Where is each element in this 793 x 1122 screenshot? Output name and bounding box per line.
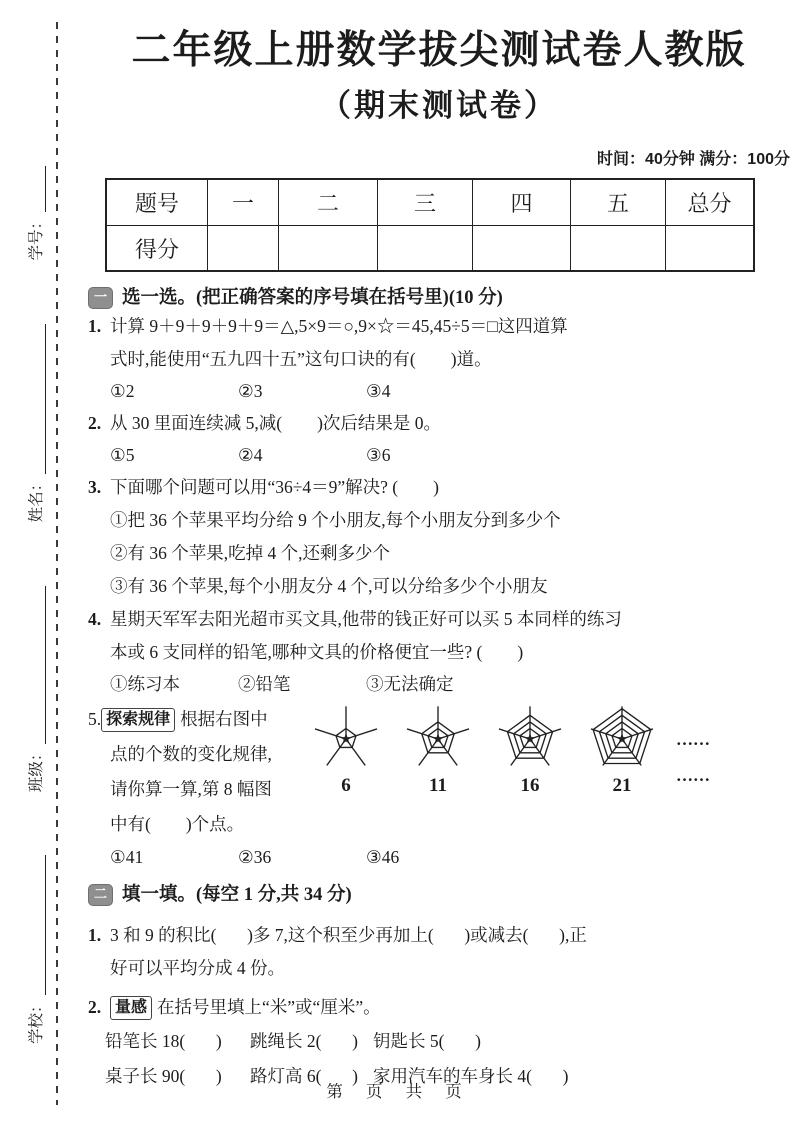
question-text: 下面哪个问题可以用“36÷4＝9”解决? ( ) bbox=[110, 477, 439, 497]
page-subtitle: （期末测试卷） bbox=[320, 88, 558, 123]
option: ③6 bbox=[366, 445, 391, 465]
section-one-header bbox=[88, 286, 790, 310]
question-text: 请你算一算,第 8 幅图 bbox=[110, 779, 272, 799]
unit-fill-item: 路灯高 6( ) bbox=[250, 1066, 358, 1086]
web-point-count-label: 6 bbox=[341, 775, 351, 796]
question-text: 好可以平均分成 4 份。 bbox=[110, 958, 285, 978]
score-cell-empty bbox=[279, 226, 378, 272]
option: ①5 bbox=[110, 445, 135, 465]
score-table-header-row bbox=[106, 179, 754, 226]
sidebar-field-school bbox=[24, 855, 46, 1044]
question-2 bbox=[88, 407, 790, 471]
page-footer: 第 页 共 页 bbox=[326, 1082, 467, 1101]
question-text: 中有( )个点。 bbox=[110, 814, 245, 834]
question-text: 点的个数的变化规律, bbox=[110, 744, 272, 764]
sidebar-field-blank-line bbox=[27, 855, 46, 995]
option: ③4 bbox=[366, 381, 391, 401]
option: ②3 bbox=[238, 381, 263, 401]
quantity-sense-badge: 量感 bbox=[110, 996, 152, 1020]
fill-question-1 bbox=[88, 919, 790, 985]
score-row-label: 得分 bbox=[106, 226, 208, 272]
unit-fill-item: 钥匙长 5( ) bbox=[373, 1031, 481, 1051]
sidebar-field-student-number bbox=[24, 166, 46, 261]
option: ②铅笔 bbox=[238, 674, 291, 694]
sidebar-field-label: 班级： bbox=[28, 745, 45, 793]
exam-time-and-score-meta: 时间：40分钟 满分：100分 bbox=[597, 151, 790, 168]
unit-fill-item: 跳绳长 2( ) bbox=[250, 1031, 358, 1051]
spider-web-figure bbox=[398, 704, 478, 779]
option: ③46 bbox=[366, 847, 400, 867]
score-table-header-cell: 总分 bbox=[666, 179, 755, 226]
ellipsis-bottom: …… bbox=[676, 766, 710, 785]
score-table-header-cell: 题号 bbox=[106, 179, 208, 226]
question-3 bbox=[88, 471, 790, 603]
unit-fill-item: 家用汽车的车身长 4( ) bbox=[373, 1066, 569, 1086]
ellipsis-top: …… bbox=[676, 730, 710, 749]
option-row bbox=[88, 669, 790, 700]
question-text: 在括号里填上“米”或“厘米”。 bbox=[157, 997, 381, 1017]
spider-web-figure bbox=[306, 704, 386, 779]
score-cell-empty bbox=[473, 226, 571, 272]
sidebar-field-name bbox=[24, 324, 46, 523]
question-number: 2. bbox=[88, 413, 102, 433]
web-point-count-label: 16 bbox=[520, 775, 540, 796]
question-text: 根据右图中 bbox=[180, 709, 268, 729]
score-table-header-cell: 五 bbox=[571, 179, 666, 226]
web-point-count-label: 21 bbox=[612, 775, 632, 796]
web-cell bbox=[300, 704, 392, 797]
option: ③无法确定 bbox=[366, 674, 454, 694]
option: ②4 bbox=[238, 445, 263, 465]
sidebar-field-blank-line bbox=[27, 324, 46, 474]
unit-fill-row bbox=[88, 1024, 790, 1059]
question-text: 本或 6 支同样的铅笔,哪种文具的价格便宜一些? ( ) bbox=[110, 642, 524, 662]
score-cell-empty bbox=[378, 226, 473, 272]
score-table-header-cell: 四 bbox=[473, 179, 571, 226]
section-two-icon: 二 bbox=[88, 884, 113, 906]
unit-fill-item: 铅笔长 18( ) bbox=[105, 1031, 222, 1051]
question-number: 3. bbox=[88, 477, 102, 497]
web-cell bbox=[392, 704, 484, 797]
question-number: 4. bbox=[88, 609, 102, 629]
option: ①2 bbox=[110, 381, 135, 401]
section-two-header bbox=[88, 883, 790, 907]
page-title: 二年级上册数学拔尖测试卷人教版 bbox=[131, 29, 747, 72]
option: ①练习本 bbox=[110, 674, 180, 694]
sidebar-field-blank-line bbox=[27, 586, 46, 744]
option-row bbox=[88, 440, 790, 471]
question-text: 式时,能使用“五九四十五”这句口诀的有( )道。 bbox=[110, 349, 492, 369]
option-line: ①把 36 个苹果平均分给 9 个小朋友,每个小朋友分到多少个 bbox=[110, 510, 561, 530]
sidebar-field-label: 学校： bbox=[28, 997, 45, 1044]
sidebar-field-label: 姓名： bbox=[28, 475, 45, 523]
option: ②36 bbox=[238, 847, 272, 867]
option-line: ③有 36 个苹果,每个小朋友分 4 个,可以分给多少个小朋友 bbox=[110, 576, 548, 596]
continuation-ellipsis bbox=[676, 704, 710, 786]
spider-web-figure bbox=[490, 704, 570, 779]
web-cell bbox=[576, 704, 668, 797]
score-table-header-cell: 一 bbox=[208, 179, 279, 226]
score-table bbox=[105, 178, 755, 272]
option-row bbox=[88, 376, 790, 407]
student-info-sidebar bbox=[16, 166, 46, 1044]
score-table-header-cell: 三 bbox=[378, 179, 473, 226]
spider-web-figure bbox=[582, 704, 662, 779]
spider-web-sequence-figure bbox=[300, 702, 710, 842]
question-number: 2. bbox=[88, 997, 102, 1017]
question-4 bbox=[88, 603, 790, 700]
score-cell-empty bbox=[571, 226, 666, 272]
seal-dashed-line bbox=[56, 22, 58, 1105]
score-table-score-row bbox=[106, 226, 754, 272]
explore-pattern-badge: 探索规律 bbox=[101, 708, 175, 732]
sidebar-field-label: 学号： bbox=[28, 214, 45, 261]
question-number: 1. bbox=[88, 925, 102, 945]
score-table-header-cell: 二 bbox=[279, 179, 378, 226]
question-5 bbox=[88, 702, 790, 873]
section-one-title: 选一选。(把正确答案的序号填在括号里)(10 分) bbox=[122, 288, 503, 308]
option-row bbox=[88, 842, 790, 873]
unit-fill-item: 桌子长 90( ) bbox=[105, 1066, 222, 1086]
section-one-icon: 一 bbox=[88, 287, 113, 309]
question-1 bbox=[88, 310, 790, 407]
test-paper-page bbox=[88, 0, 790, 1094]
section-two-title: 填一填。(每空 1 分,共 34 分) bbox=[122, 885, 352, 905]
question-text: 计算 9＋9＋9＋9＋9＝△,5×9＝○,9×☆＝45,45÷5＝□这四道算 bbox=[110, 316, 568, 336]
web-cell bbox=[484, 704, 576, 797]
question-number: 5. bbox=[88, 709, 102, 729]
option-line: ②有 36 个苹果,吃掉 4 个,还剩多少个 bbox=[110, 543, 390, 563]
question-text: 3 和 9 的积比( )多 7,这个积至少再加上( )或减去( ),正 bbox=[110, 925, 587, 945]
sidebar-field-blank-line bbox=[27, 166, 46, 212]
question-text: 星期天军军去阳光超市买文具,他带的钱正好可以买 5 本同样的练习 bbox=[110, 609, 622, 629]
question-number: 1. bbox=[88, 316, 102, 336]
question-text: 从 30 里面连续减 5,减( )次后结果是 0。 bbox=[110, 413, 442, 433]
option: ①41 bbox=[110, 847, 144, 867]
web-point-count-label: 11 bbox=[429, 775, 447, 796]
score-cell-empty bbox=[208, 226, 279, 272]
question-5-text bbox=[88, 702, 300, 842]
score-cell-empty bbox=[666, 226, 755, 272]
sidebar-field-class bbox=[24, 586, 46, 793]
